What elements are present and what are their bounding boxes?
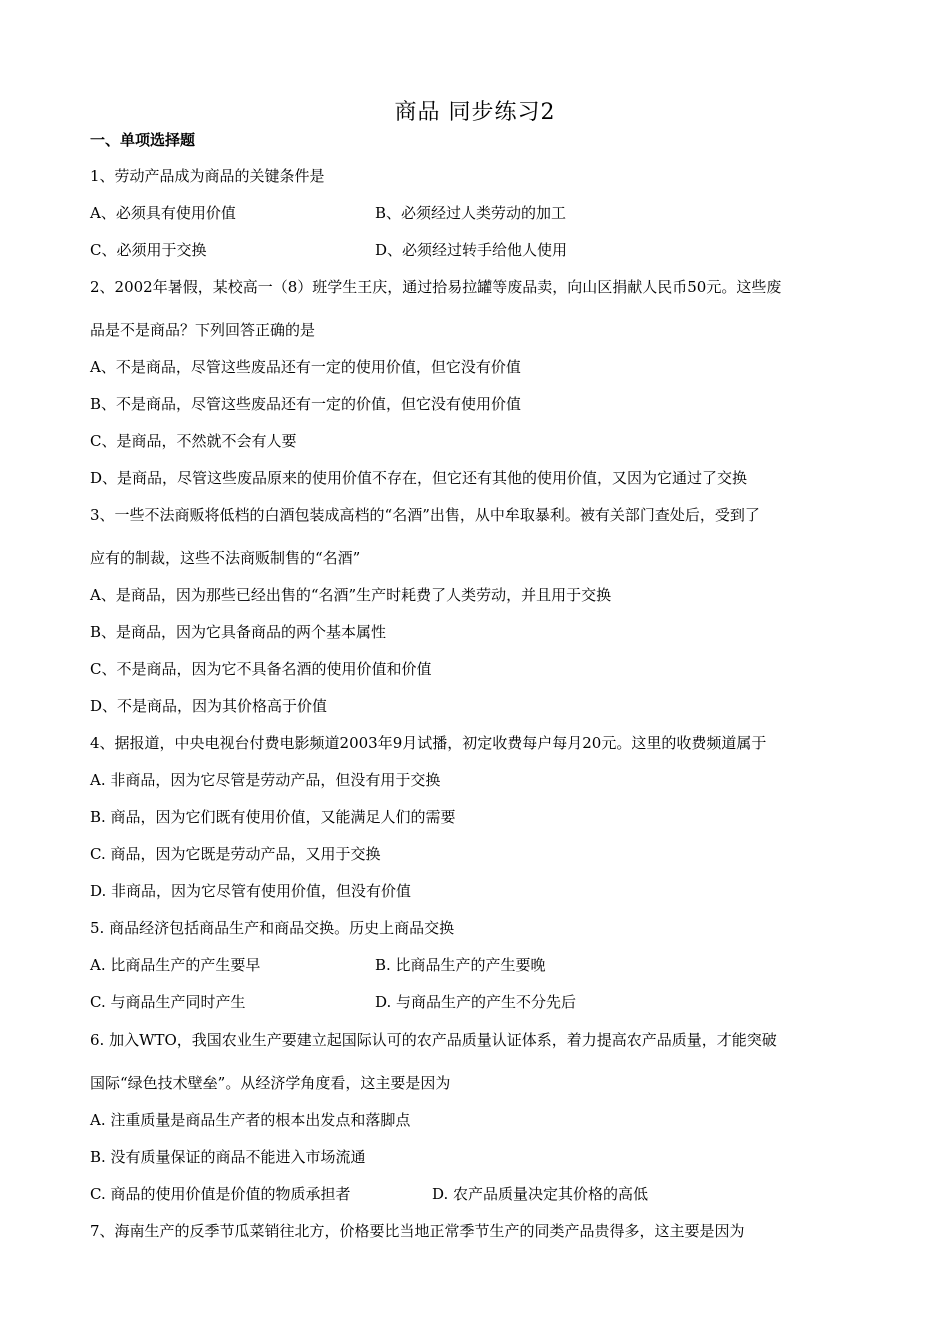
question-6-stem-line-2: 国际“绿色技术壁垒”。从经济学角度看，这主要是因为 (90, 1074, 451, 1092)
section-heading: 一、单项选择题 (90, 131, 196, 149)
question-3-option-a: A、是商品，因为那些已经出售的“名酒”生产时耗费了人类劳动，并且用于交换 (90, 586, 612, 604)
question-1-option-a: A、必须具有使用价值 (90, 204, 236, 222)
question-5-option-a: A. 比商品生产的产生要早 (90, 956, 261, 974)
question-6-option-c: C. 商品的使用价值是价值的物质承担者 (90, 1185, 351, 1203)
question-6-option-d: D. 农产品质量决定其价格的高低 (432, 1185, 649, 1203)
question-1-option-c: C、必须用于交换 (90, 241, 207, 259)
question-6-option-b: B. 没有质量保证的商品不能进入市场流通 (90, 1148, 366, 1166)
question-3-stem-line-1: 3、一些不法商贩将低档的白酒包装成高档的“名酒”出售，从中牟取暴利。被有关部门查处后，受到了 (90, 506, 760, 524)
question-4-option-c: C. 商品，因为它既是劳动产品，又用于交换 (90, 845, 381, 863)
page-title: 商品 同步练习2 (394, 100, 556, 125)
question-1-option-d: D、必须经过转手给他人使用 (375, 241, 568, 259)
question-3-option-c: C、不是商品，因为它不具备名酒的使用价值和价值 (90, 660, 432, 678)
question-4-option-a: A. 非商品，因为它尽管是劳动产品，但没有用于交换 (90, 771, 441, 789)
question-4-option-b: B. 商品，因为它们既有使用价值，又能满足人们的需要 (90, 808, 456, 826)
question-3-option-d: D、不是商品，因为其价格高于价值 (90, 697, 328, 715)
question-2-stem-line-1: 2、2002年暑假，某校高一（8）班学生王庆，通过拾易拉罐等废品卖，向山区捐献人民币50元。这些废 (90, 278, 782, 296)
question-5-option-b: B. 比商品生产的产生要晚 (375, 956, 546, 974)
question-3-option-b: B、是商品，因为它具备商品的两个基本属性 (90, 623, 387, 641)
question-6-option-a: A. 注重质量是商品生产者的根本出发点和落脚点 (90, 1111, 411, 1129)
question-2-option-b: B、不是商品，尽管这些废品还有一定的价值，但它没有使用价值 (90, 395, 522, 413)
question-4-stem: 4、据报道，中央电视台付费电影频道2003年9月试播，初定收费每户每月20元。这里的收费频道属于 (90, 734, 767, 752)
question-5-option-c: C. 与商品生产同时产生 (90, 993, 246, 1011)
question-1-stem: 1、劳动产品成为商品的关键条件是 (90, 167, 325, 185)
question-6-stem-line-1: 6. 加入WTO，我国农业生产要建立起国际认可的农产品质量认证体系，着力提高农产品质量，才能突破 (90, 1031, 777, 1049)
question-3-stem-line-2: 应有的制裁，这些不法商贩制售的“名酒” (90, 549, 361, 567)
question-1-option-b: B、必须经过人类劳动的加工 (375, 204, 567, 222)
question-2-option-d: D、是商品，尽管这些废品原来的使用价值不存在，但它还有其他的使用价值，又因为它通过了交换 (90, 469, 748, 487)
question-5-option-d: D. 与商品生产的产生不分先后 (375, 993, 577, 1011)
question-4-option-d: D. 非商品，因为它尽管有使用价值，但没有价值 (90, 882, 412, 900)
question-2-stem-line-2: 品是不是商品？下列回答正确的是 (90, 321, 316, 339)
question-2-option-a: A、不是商品，尽管这些废品还有一定的使用价值，但它没有价值 (90, 358, 521, 376)
question-2-option-c: C、是商品，不然就不会有人要 (90, 432, 297, 450)
question-5-stem: 5. 商品经济包括商品生产和商品交换。历史上商品交换 (90, 919, 455, 937)
question-7-stem: 7、海南生产的反季节瓜菜销往北方，价格要比当地正常季节生产的同类产品贵得多，这主要是因为 (90, 1222, 745, 1240)
